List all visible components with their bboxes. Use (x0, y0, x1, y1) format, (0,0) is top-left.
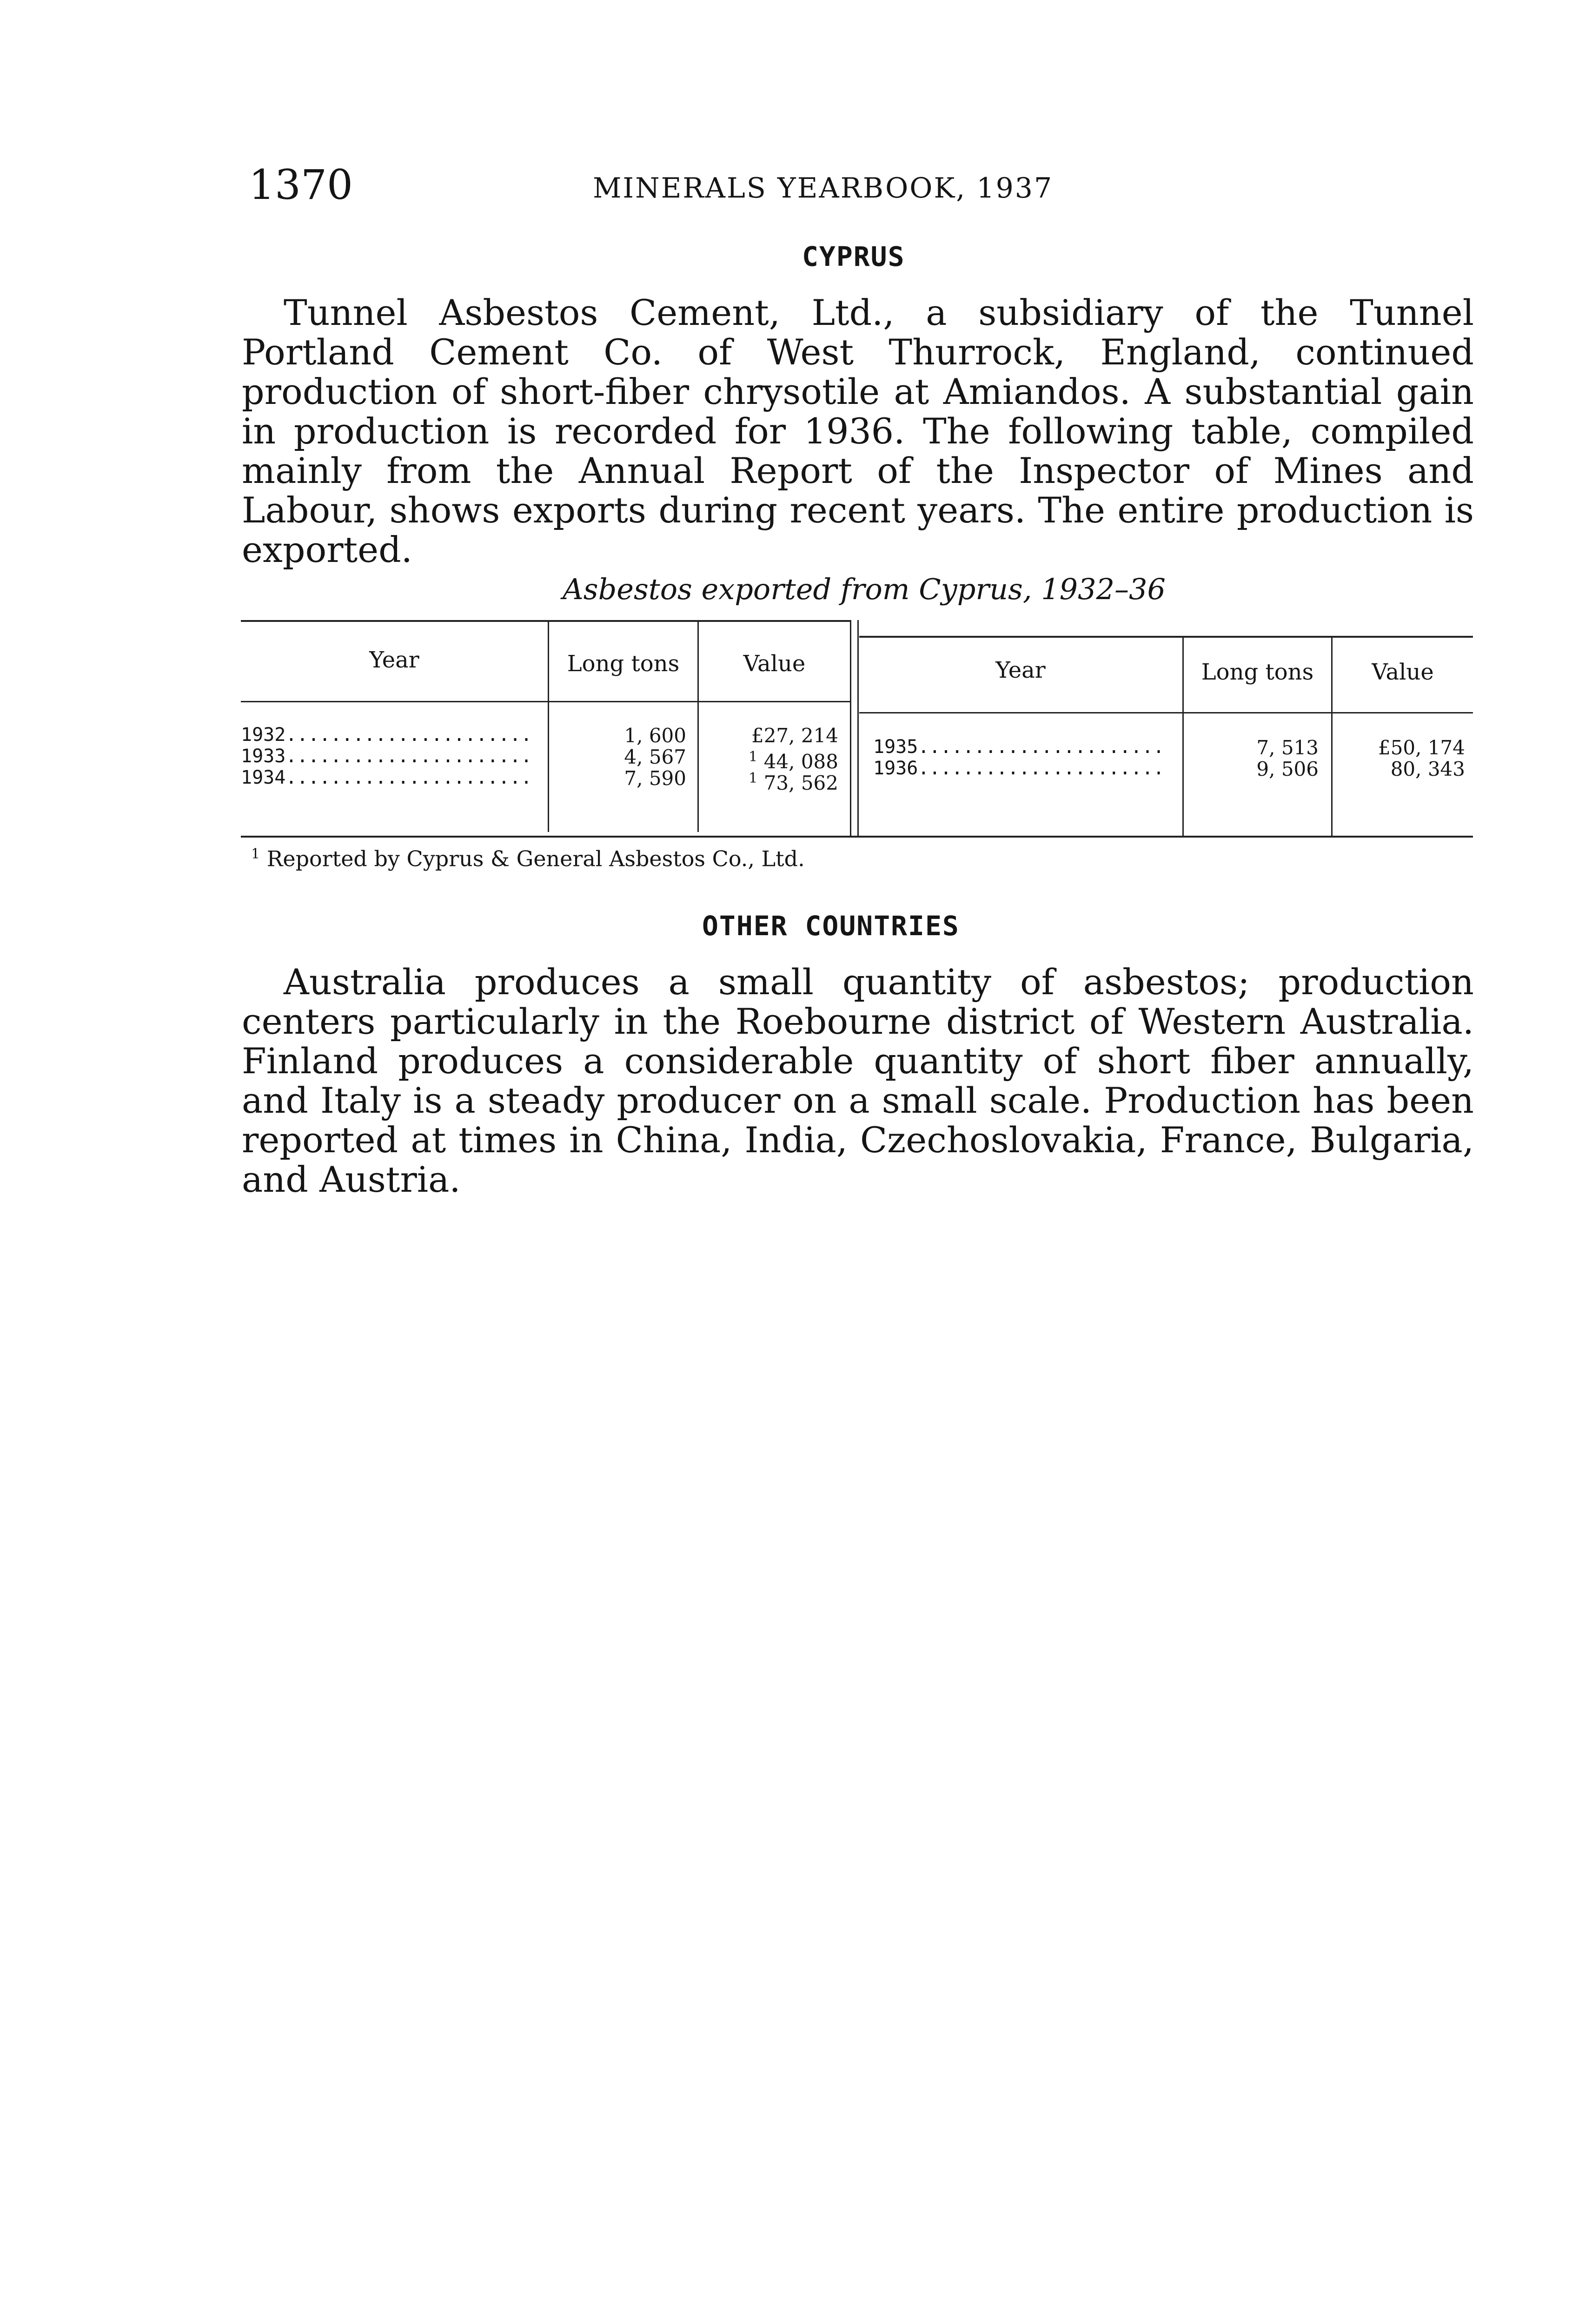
header-year: Year (995, 657, 1046, 683)
table-row-year: 1934...................... (241, 767, 532, 788)
cyprus-paragraph: Tunnel Asbestos Cement, Ltd., a subsidiary of the Tunnel Portland Cement Co. of West Thurrock, England, continued production of short-fiber chrysotile at Amiandos. A substantial gain in production is recorded for 1936. The following table, compiled mainly from the Annual Report of the Inspector of Mines and Labour, shows exports during recent years. The entire production is exported. (242, 292, 1474, 570)
table-cell-value: $^1$ 73, 562 (749, 770, 838, 794)
section-heading-cyprus: CYPRUS (802, 241, 905, 272)
table-top-rule (241, 620, 850, 622)
table-footnote: $^1$ Reported by Cyprus & General Asbestos Co., Ltd. (251, 846, 805, 872)
column-rule (850, 620, 851, 836)
other-countries-paragraph: Australia produces a small quantity of asbestos; production centers particularly in the Roebourne district of Western Australia. Finland produces a considerable quantity of short fiber annually, and Italy is a steady producer on a small scale. Production has been reported at times in China, India, Czechoslovakia, France, Bulgaria, and Austria. (242, 961, 1474, 1200)
page-header (249, 162, 1234, 208)
table-row-year: 1932...................... (241, 724, 532, 746)
table-caption: Asbestos exported from Cyprus, 1932–36 (563, 572, 1166, 606)
table-cell-value: £50, 174 (1378, 736, 1465, 759)
header-long-tons: Long tons (1201, 659, 1314, 685)
table-header-rule (241, 701, 850, 702)
table-row-year: 1936...................... (873, 758, 1165, 779)
table-cell-tons: 1, 600 (624, 724, 686, 747)
table-cell-tons: 9, 506 (1256, 758, 1319, 780)
table-top-rule-right (859, 636, 1473, 638)
table-cell-value: 80, 343 (1390, 758, 1465, 780)
header-value: Value (1372, 659, 1434, 685)
table-row-year: 1935...................... (873, 736, 1165, 758)
header-long-tons: Long tons (567, 651, 680, 677)
section-heading-other-countries: OTHER COUNTRIES (702, 910, 960, 942)
table-cell-value: £27, 214 (751, 724, 838, 747)
header-value: Value (743, 651, 806, 677)
header-year: Year (369, 647, 419, 673)
table-bottom-rule (241, 836, 1473, 838)
table-header-rule-right (859, 712, 1473, 713)
table-cell-value: $^1$ 44, 088 (749, 749, 838, 773)
running-head: MINERALS YEARBOOK, 1937 (593, 172, 1054, 205)
exports-table (241, 614, 1473, 838)
table-cell-tons: 7, 590 (624, 767, 686, 790)
page-number: 1370 (249, 161, 353, 209)
table-cell-tons: 7, 513 (1256, 736, 1319, 759)
column-rule (857, 620, 859, 836)
table-row-year: 1933...................... (241, 746, 532, 767)
table-cell-tons: 4, 567 (624, 746, 686, 768)
